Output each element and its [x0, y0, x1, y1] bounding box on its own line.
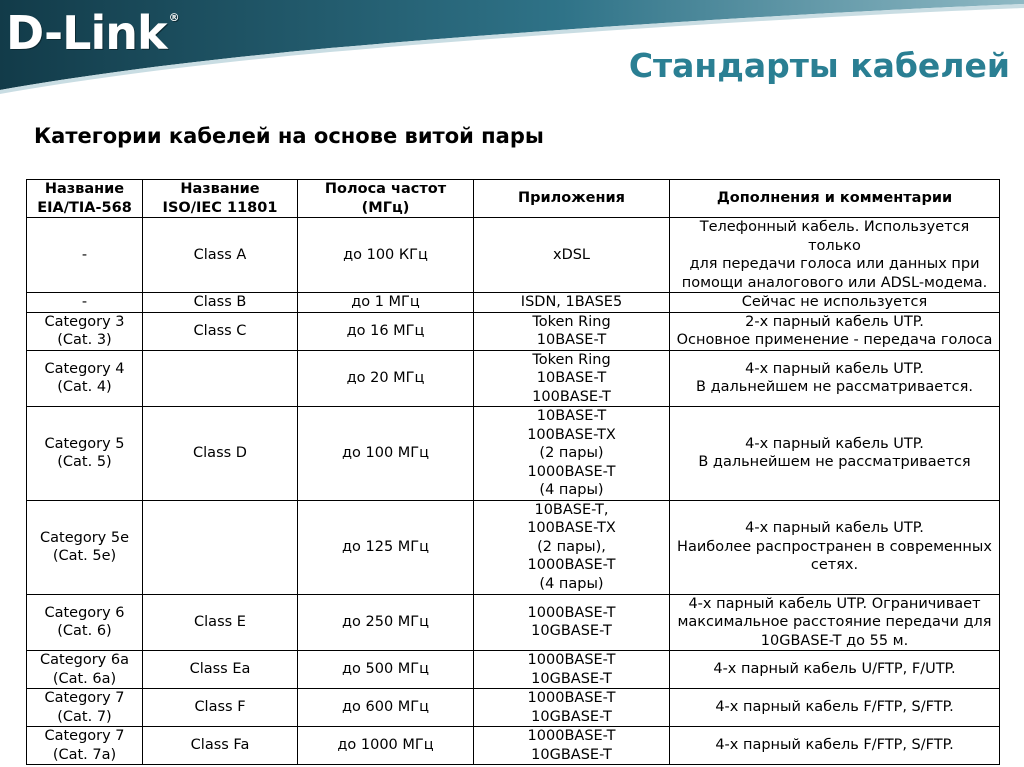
cell-eia: Category 6 (Cat. 6) — [27, 594, 143, 651]
table-row — [27, 293, 1000, 313]
table-row — [27, 500, 1000, 594]
cell-comments: Телефонный кабель. Используется только для передачи голоса или данных при помощи аналогового или ADSL-модема. — [670, 218, 1000, 293]
cell-iso: Class Fa — [143, 727, 298, 765]
cell-bandwidth: до 100 КГц — [298, 218, 474, 293]
cell-applications: 1000BASE-T 10GBASE-T — [474, 594, 670, 651]
cell-comments: 2-х парный кабель UTP. Основное применение - передача голоса — [670, 312, 1000, 350]
cell-comments: 4-х парный кабель UTP. В дальнейшем не рассматривается — [670, 407, 1000, 501]
cell-applications: 1000BASE-T 10GBASE-T — [474, 727, 670, 765]
cell-applications: 1000BASE-T 10GBASE-T — [474, 689, 670, 727]
cell-eia: Category 7 (Cat. 7a) — [27, 727, 143, 765]
cell-bandwidth: до 125 МГц — [298, 500, 474, 594]
table-row — [27, 727, 1000, 765]
cell-iso: Class E — [143, 594, 298, 651]
header-bandwidth: Полоса частот (МГц) — [298, 180, 474, 218]
cell-iso: Class F — [143, 689, 298, 727]
cell-applications: ISDN, 1BASE5 — [474, 293, 670, 313]
cell-iso — [143, 500, 298, 594]
cable-categories-table — [26, 179, 1000, 765]
cell-bandwidth: до 250 МГц — [298, 594, 474, 651]
header-comments: Дополнения и комментарии — [670, 180, 1000, 218]
cell-bandwidth: до 100 МГц — [298, 407, 474, 501]
cell-iso — [143, 350, 298, 407]
table-row — [27, 407, 1000, 501]
dlink-logo — [6, 6, 179, 60]
cell-comments: Сейчас не используется — [670, 293, 1000, 313]
cell-eia: - — [27, 218, 143, 293]
cell-applications: 1000BASE-T 10GBASE-T — [474, 651, 670, 689]
section-subtitle: Категории кабелей на основе витой пары — [34, 124, 544, 148]
cell-comments: 4-х парный кабель U/FTP, F/UTP. — [670, 651, 1000, 689]
cell-bandwidth: до 1 МГц — [298, 293, 474, 313]
cell-iso: Class B — [143, 293, 298, 313]
cell-applications: 10BASE-T, 100BASE-TX (2 пары), 1000BASE-T (4 пары) — [474, 500, 670, 594]
cell-applications: Token Ring 10BASE-T — [474, 312, 670, 350]
cell-applications: 10BASE-T 100BASE-TX (2 пары) 1000BASE-T (4 пары) — [474, 407, 670, 501]
registered-mark: ® — [168, 11, 179, 24]
header-applications: Приложения — [474, 180, 670, 218]
cell-comments: 4-х парный кабель UTP. Ограничивает максимальное расстояние передачи для 10GBASE-T до 55 м. — [670, 594, 1000, 651]
cell-eia: - — [27, 293, 143, 313]
table-header-row — [27, 180, 1000, 218]
page-title: Стандарты кабелей — [628, 46, 1010, 85]
cell-iso: Class Ea — [143, 651, 298, 689]
table-row — [27, 594, 1000, 651]
cell-bandwidth: до 16 МГц — [298, 312, 474, 350]
cell-eia: Category 7 (Cat. 7) — [27, 689, 143, 727]
table-row — [27, 312, 1000, 350]
cell-comments: 4-х парный кабель F/FTP, S/FTP. — [670, 727, 1000, 765]
logo-text: D-Link — [6, 6, 167, 60]
cell-bandwidth: до 600 МГц — [298, 689, 474, 727]
cell-applications: xDSL — [474, 218, 670, 293]
cell-iso: Class C — [143, 312, 298, 350]
cell-bandwidth: до 20 МГц — [298, 350, 474, 407]
table-row — [27, 350, 1000, 407]
cell-iso: Class A — [143, 218, 298, 293]
table-row — [27, 218, 1000, 293]
header-iso-iec: Название ISO/IEC 11801 — [143, 180, 298, 218]
cell-bandwidth: до 1000 МГц — [298, 727, 474, 765]
cell-eia: Category 5 (Cat. 5) — [27, 407, 143, 501]
cell-eia: Category 5e (Cat. 5e) — [27, 500, 143, 594]
cell-eia: Category 4 (Cat. 4) — [27, 350, 143, 407]
header-eia-tia: Название EIA/TIA-568 — [27, 180, 143, 218]
cell-comments: 4-х парный кабель UTP. Наиболее распространен в современных сетях. — [670, 500, 1000, 594]
table-row — [27, 651, 1000, 689]
cell-comments: 4-х парный кабель F/FTP, S/FTP. — [670, 689, 1000, 727]
cell-eia: Category 6a (Cat. 6a) — [27, 651, 143, 689]
cell-bandwidth: до 500 МГц — [298, 651, 474, 689]
cell-comments: 4-х парный кабель UTP. В дальнейшем не рассматривается. — [670, 350, 1000, 407]
cell-applications: Token Ring 10BASE-T 100BASE-T — [474, 350, 670, 407]
cell-eia: Category 3 (Cat. 3) — [27, 312, 143, 350]
cell-iso: Class D — [143, 407, 298, 501]
table-row — [27, 689, 1000, 727]
